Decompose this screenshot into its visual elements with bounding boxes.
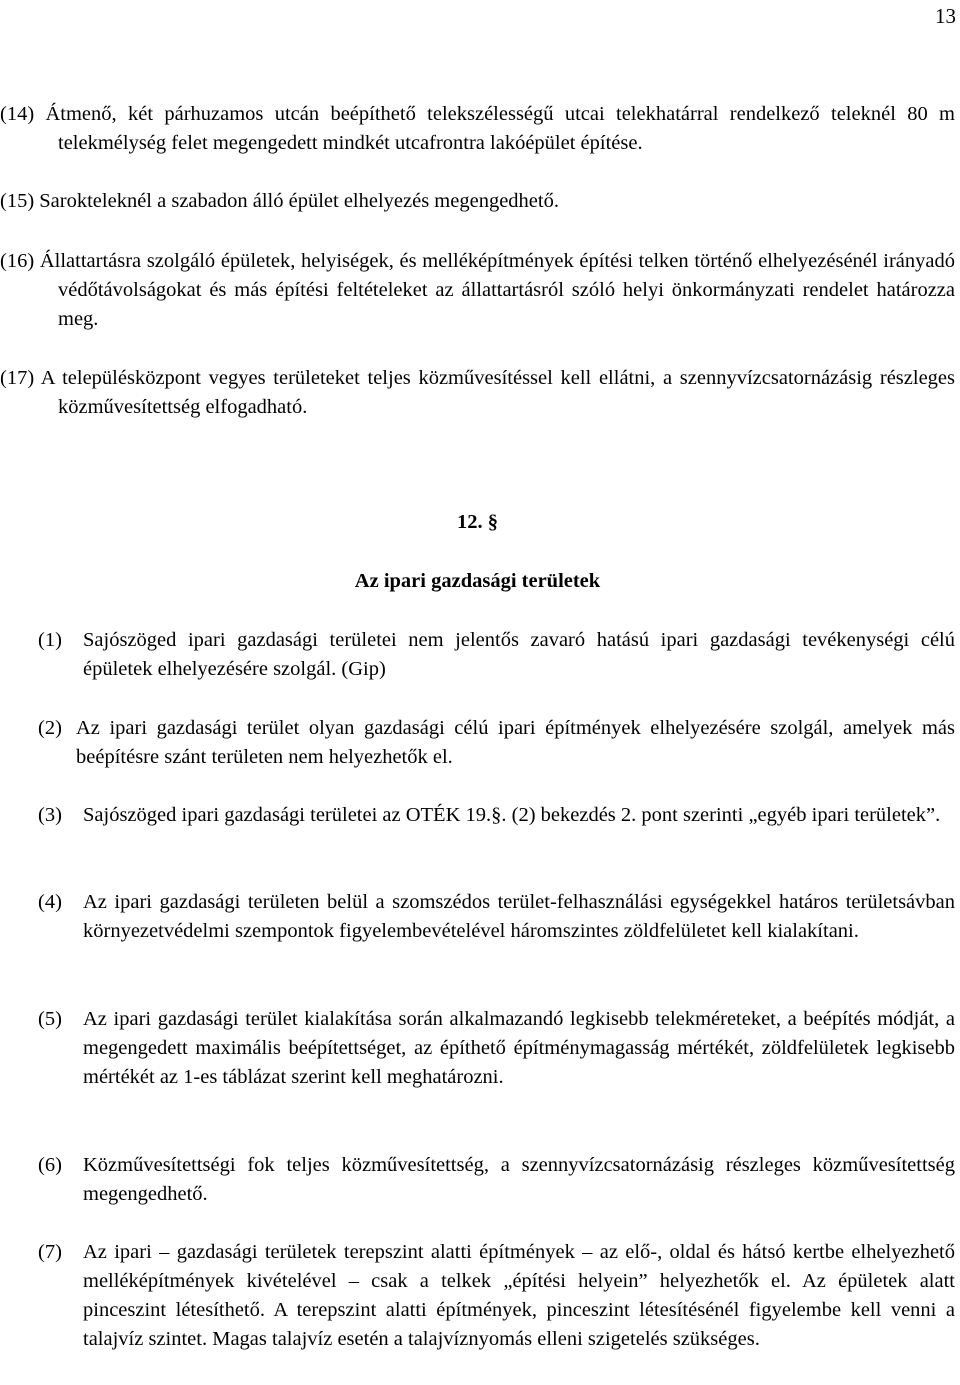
paragraph-15	[0, 187, 955, 216]
page-number: 13	[935, 4, 956, 28]
paragraph-7	[38, 1238, 955, 1354]
paragraph-text: (16) Állattartásra szolgáló épületek, helyiségek, és melléképítmények építési telken történő elhelyezésénél irányadó védőtávolságokat és más építési feltételeket az állattartásról szóló helyi önkormányzati rendelet határozza meg.	[0, 250, 955, 330]
paragraph-text: (17) A településközpont vegyes területeket teljes közművesítéssel kell ellátni, a szennyvízcsatornázásig részleges közművesítettség elfogadható.	[0, 367, 955, 418]
paragraph-5	[38, 1005, 955, 1092]
paragraph-16	[0, 247, 955, 334]
paragraph-text: Sajószöged ipari gazdasági területei nem jelentős zavaró hatású ipari gazdasági tevékenységi célú épületek elhelyezésére szolgál. (Gip)	[83, 629, 955, 680]
paragraph-number: (5)	[38, 1008, 62, 1030]
paragraph-3	[38, 801, 955, 830]
paragraph-number: (7)	[38, 1241, 62, 1263]
paragraph-text: Az ipari gazdasági területen belül a szomszédos terület-felhasználási egységekkel határos területsávban környezetvédelmi szempontok figyelembevételével háromszintes zöldfelületet kell kialakítani.	[83, 891, 955, 942]
paragraph-text: (14) Átmenő, két párhuzamos utcán beépíthető telekszélességű utcai telekhatárral rendelkező teleknél 80 m telekmélység felet megengedett mindkét utcafrontra lakóépület építése.	[0, 103, 955, 154]
paragraph-text: Az ipari gazdasági terület kialakítása során alkalmazandó legkisebb telekméreteket, a beépítés módját, a megengedett maximális beépítettséget, az építhető építménymagasság mértékét, zöldfelületek legkisebb mértékét az 1-es táblázat szerint kell meghatározni.	[83, 1008, 955, 1088]
section-title: Az ipari gazdasági területek	[354, 570, 601, 592]
paragraph-text: Az ipari – gazdasági területek terepszint alatti építmények – az elő-, oldal és hátsó kertbe elhelyezhető melléképítmények kivételével – csak a telkek „építési helyein” helyezhetők el. Az épületek alatt pinceszint létesíthető. A terepszint alatti építmények, pinceszint létesítésénél figyelembe kell venni a talajvíz szintet. Magas talajvíz esetén a talajvíznyomás elleni szigetelés szükséges.	[83, 1241, 955, 1350]
paragraph-text: Közművesítettségi fok teljes közművesítettség, a szennyvízcsatornázásig részleges közművesítettség megengedhető.	[83, 1154, 955, 1205]
paragraph-number: (2)	[38, 717, 62, 739]
paragraph-number: (1)	[38, 629, 62, 651]
paragraph-text: Az ipari gazdasági terület olyan gazdasági célú ipari építmények elhelyezésére szolgál, amelyek más beépítésre szánt területen nem helyezhetők el.	[76, 717, 955, 768]
paragraph-text: (15) Sarokteleknél a szabadon álló épület elhelyezés megengedhető.	[0, 190, 559, 212]
paragraph-17	[0, 364, 955, 422]
paragraph-number: (3)	[38, 804, 62, 826]
paragraph-14	[0, 100, 955, 158]
paragraph-text: Sajószöged ipari gazdasági területei az OTÉK 19.§. (2) bekezdés 2. pont szerinti „egyéb ipari területek”.	[83, 804, 941, 826]
paragraph-number: (4)	[38, 891, 62, 913]
section-number: 12. §	[457, 511, 498, 533]
paragraph-number: (6)	[38, 1154, 62, 1176]
paragraph-6	[38, 1151, 955, 1209]
paragraph-2	[38, 714, 955, 772]
paragraph-4	[38, 888, 955, 946]
paragraph-1	[38, 626, 955, 684]
